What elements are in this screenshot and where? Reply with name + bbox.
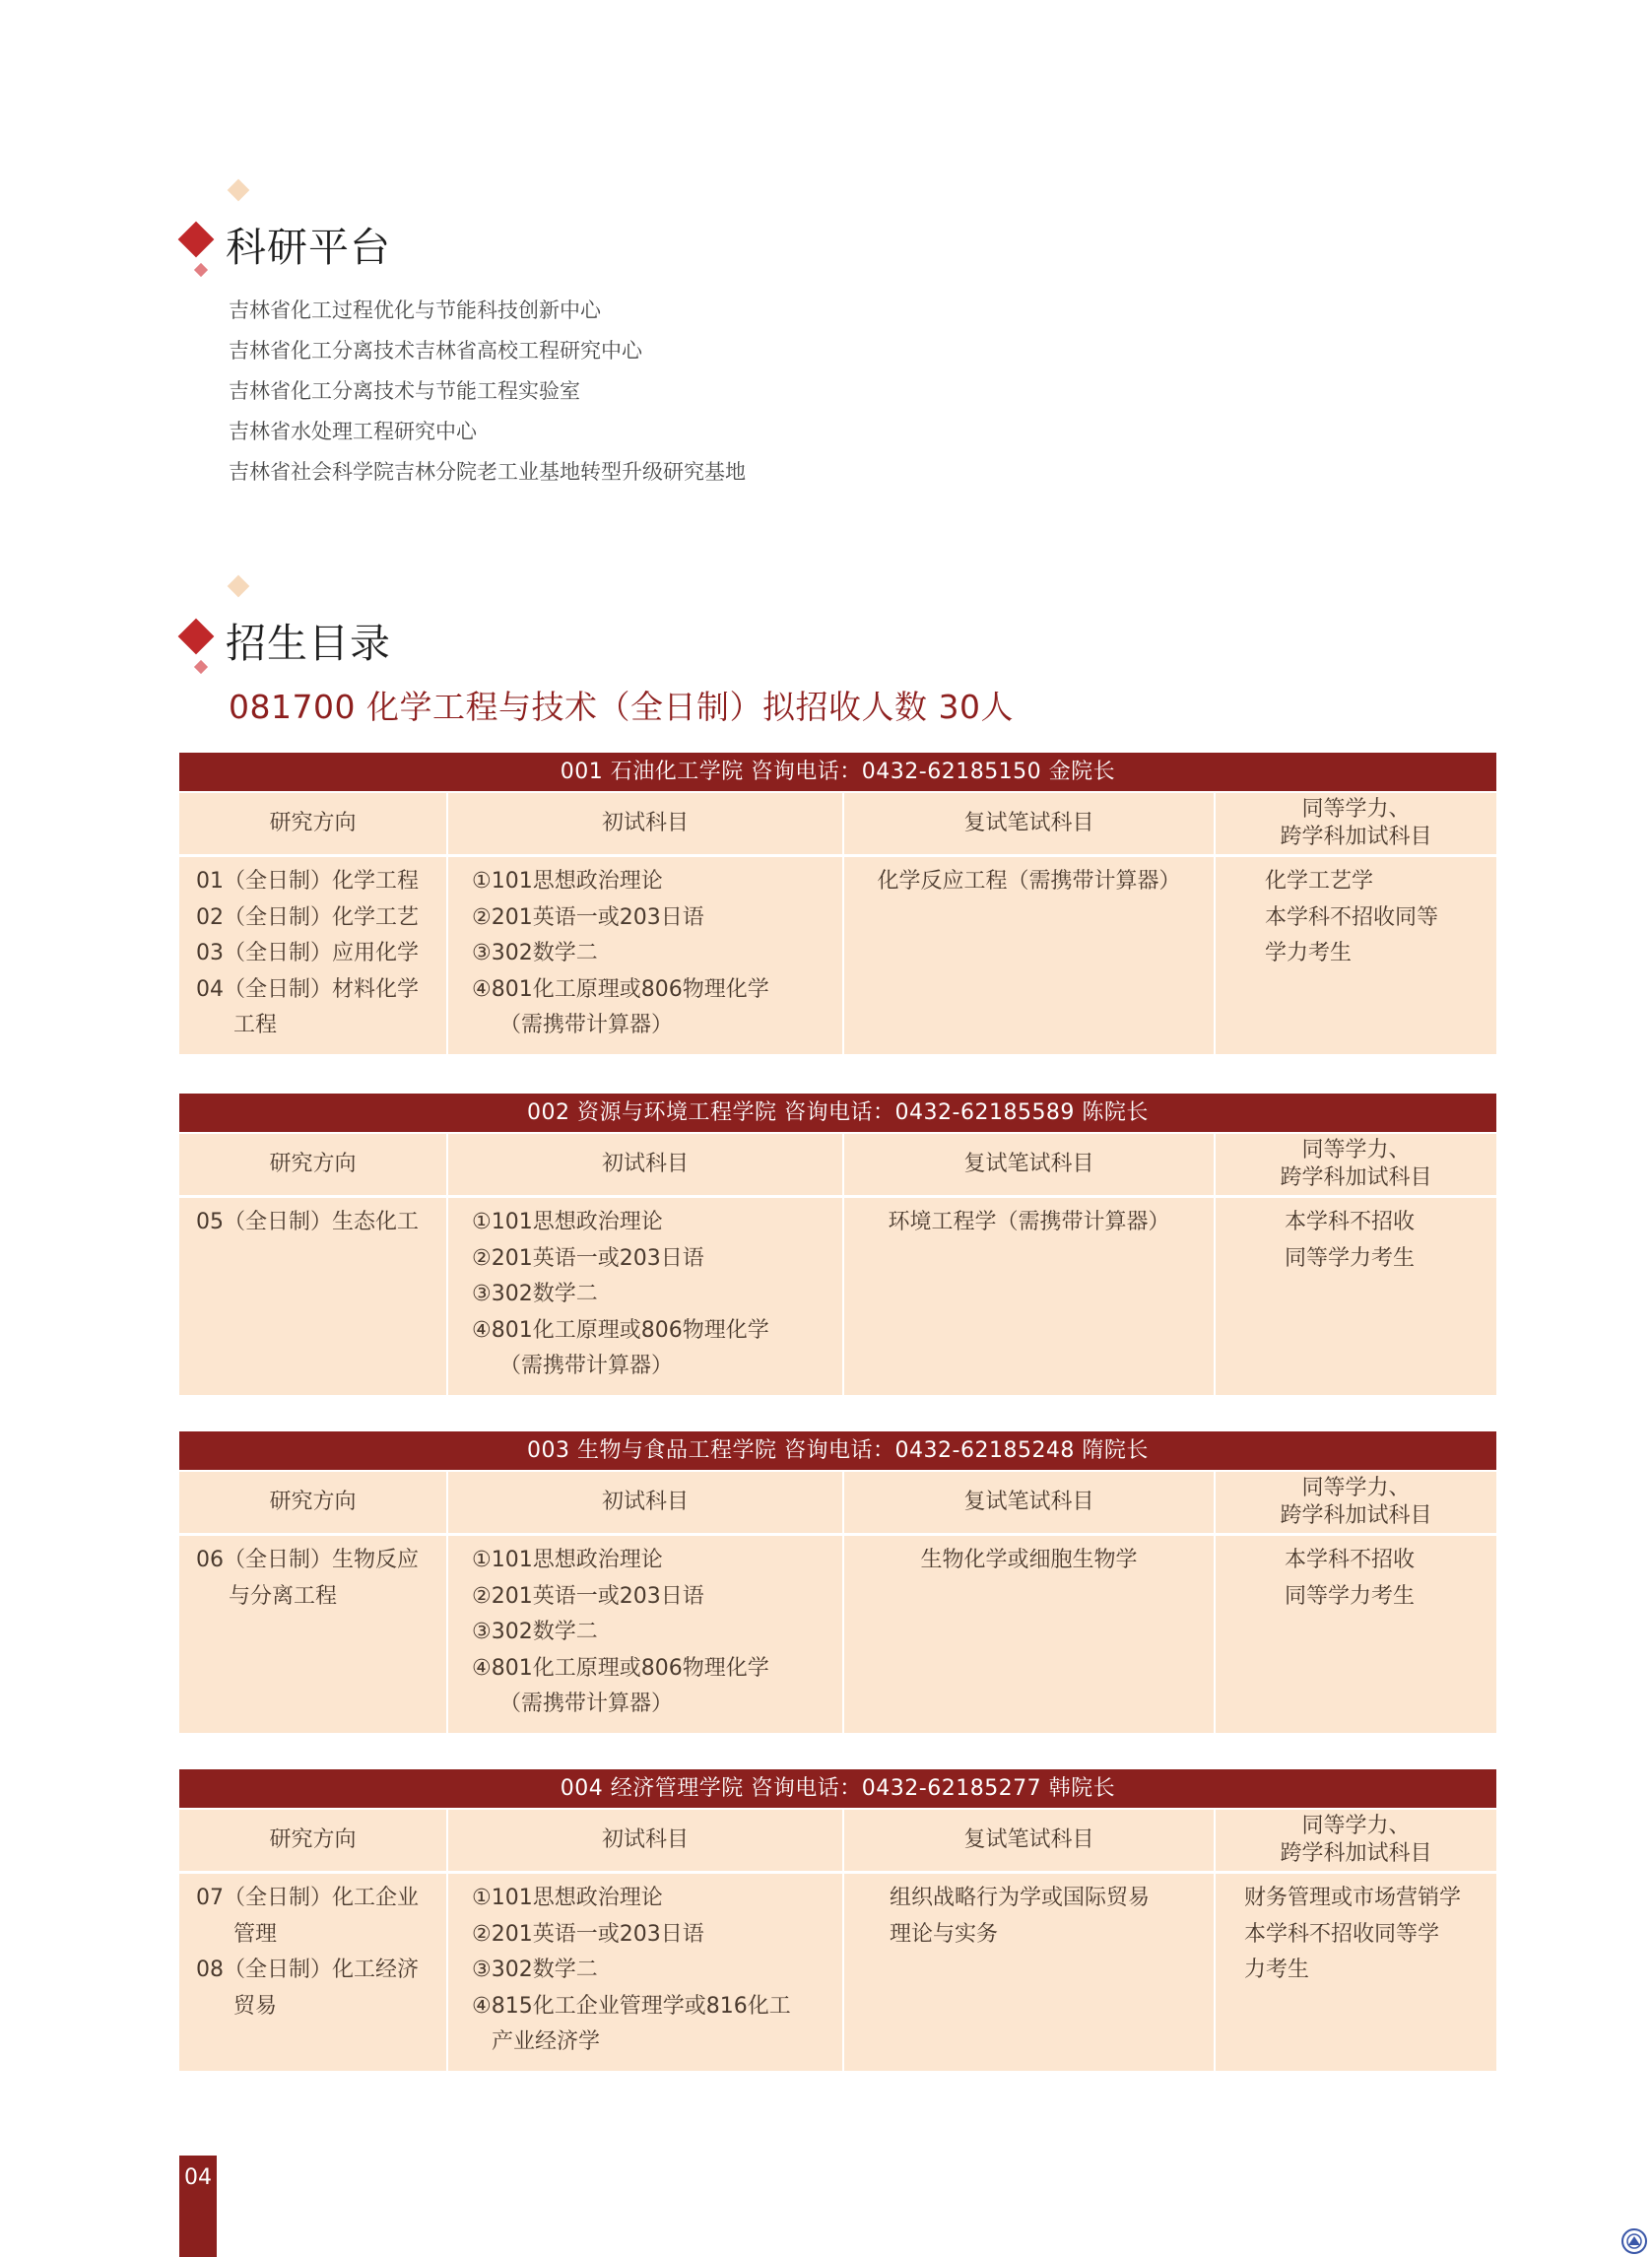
subject-line: ①101思想政治理论 bbox=[472, 1886, 663, 1910]
direction-line: 贸易 bbox=[233, 1993, 278, 2019]
header-initial: 初试科目 bbox=[448, 1134, 842, 1195]
retest-line: 环境工程学（需携带计算器） bbox=[888, 1210, 1170, 1234]
header-retest: 复试笔试科目 bbox=[844, 1810, 1214, 1871]
cell-directions bbox=[179, 1536, 446, 1733]
direction-line: 管理 bbox=[233, 1921, 278, 1947]
college-header: 001 石油化工学院 咨询电话：0432-62185150 金院长 bbox=[179, 753, 1496, 791]
cell-initial-subjects bbox=[448, 1874, 842, 2071]
retest-line: 理论与实务 bbox=[890, 1921, 999, 1947]
college-table-001 bbox=[179, 753, 1496, 1054]
direction-line: 与分离工程 bbox=[229, 1583, 338, 1609]
header-direction: 研究方向 bbox=[179, 793, 446, 854]
extra-line: 本学科不招收 bbox=[1285, 1210, 1416, 1234]
header-extra bbox=[1216, 793, 1496, 854]
direction-line: 01（全日制）化学工程 bbox=[196, 869, 419, 894]
program-heading: 081700 化学工程与技术（全日制）拟招收人数 30人 bbox=[229, 688, 1014, 726]
subject-line: ①101思想政治理论 bbox=[472, 869, 663, 894]
cell-directions bbox=[179, 1874, 446, 2071]
cell-initial-subjects bbox=[448, 857, 842, 1054]
subject-line: ②201英语一或203日语 bbox=[472, 1583, 704, 1609]
cell-retest bbox=[844, 1536, 1214, 1733]
college-header: 002 资源与环境工程学院 咨询电话：0432-62185589 陈院长 bbox=[179, 1094, 1496, 1132]
header-extra-line: 跨学科加试科目 bbox=[1280, 1841, 1432, 1866]
decor-diamond-light bbox=[228, 179, 250, 202]
extra-line: 同等学力考生 bbox=[1285, 1245, 1416, 1271]
header-extra-line: 跨学科加试科目 bbox=[1280, 1165, 1432, 1190]
cell-directions bbox=[179, 1198, 446, 1395]
retest-line: 组织战略行为学或国际贸易 bbox=[890, 1886, 1151, 1910]
college-table-002 bbox=[179, 1094, 1496, 1395]
direction-line: 07（全日制）化工企业 bbox=[196, 1886, 419, 1910]
list-item: 吉林省水处理工程研究中心 bbox=[229, 420, 477, 443]
subject-line: ④801化工原理或806物理化学 bbox=[472, 976, 769, 1002]
extra-line: 同等学力考生 bbox=[1285, 1583, 1416, 1609]
subject-line: （需携带计算器） bbox=[499, 1692, 674, 1716]
header-extra-line: 跨学科加试科目 bbox=[1280, 825, 1432, 849]
cell-extra bbox=[1216, 857, 1496, 1054]
direction-line: 工程 bbox=[233, 1013, 278, 1037]
header-retest: 复试笔试科目 bbox=[844, 1472, 1214, 1533]
college-table-004 bbox=[179, 1769, 1496, 2071]
research-title: 科研平台 bbox=[226, 224, 391, 271]
subject-line: 产业经济学 bbox=[492, 2029, 601, 2054]
subject-line: ③302数学二 bbox=[472, 941, 598, 965]
extra-line: 本学科不招收同等 bbox=[1265, 904, 1439, 930]
decor-diamond-pink bbox=[194, 263, 208, 277]
subject-line: ④801化工原理或806物理化学 bbox=[472, 1655, 769, 1681]
header-direction: 研究方向 bbox=[179, 1810, 446, 1871]
cell-directions bbox=[179, 857, 446, 1054]
header-extra bbox=[1216, 1134, 1496, 1195]
cell-retest bbox=[844, 1198, 1214, 1395]
cell-initial-subjects bbox=[448, 1198, 842, 1395]
cell-initial-subjects bbox=[448, 1536, 842, 1733]
cell-extra bbox=[1216, 1536, 1496, 1733]
subject-line: ②201英语一或203日语 bbox=[472, 904, 704, 930]
direction-line: 08（全日制）化工经济 bbox=[196, 1958, 419, 1982]
direction-line: 06（全日制）生物反应 bbox=[196, 1548, 419, 1572]
cell-retest bbox=[844, 1874, 1214, 2071]
page-number: 04 bbox=[179, 2156, 217, 2257]
subject-line: ③302数学二 bbox=[472, 1282, 598, 1306]
retest-line: 化学反应工程（需携带计算器） bbox=[877, 869, 1181, 894]
direction-line: 05（全日制）生态化工 bbox=[196, 1210, 419, 1234]
decor-diamond-light bbox=[228, 575, 250, 598]
direction-line: 03（全日制）应用化学 bbox=[196, 941, 419, 965]
cell-extra bbox=[1216, 1874, 1496, 2071]
cell-retest bbox=[844, 857, 1214, 1054]
subject-line: （需携带计算器） bbox=[499, 1354, 674, 1378]
subject-line: ④801化工原理或806物理化学 bbox=[472, 1317, 769, 1343]
header-extra-line: 同等学力、 bbox=[1301, 797, 1411, 822]
header-extra bbox=[1216, 1472, 1496, 1533]
subject-line: ③302数学二 bbox=[472, 1620, 598, 1644]
subject-line: ④815化工企业管理学或816化工 bbox=[472, 1993, 791, 2019]
header-extra-line: 同等学力、 bbox=[1301, 1814, 1411, 1838]
header-retest: 复试笔试科目 bbox=[844, 793, 1214, 854]
decor-diamond-pink bbox=[194, 660, 208, 674]
catalog-title: 招生目录 bbox=[226, 620, 391, 667]
university-emblem-icon bbox=[1621, 2228, 1647, 2254]
header-direction: 研究方向 bbox=[179, 1134, 446, 1195]
list-item: 吉林省化工分离技术吉林省高校工程研究中心 bbox=[229, 339, 642, 363]
extra-line: 学力考生 bbox=[1265, 941, 1353, 965]
college-header: 003 生物与食品工程学院 咨询电话：0432-62185248 隋院长 bbox=[179, 1431, 1496, 1470]
cell-extra bbox=[1216, 1198, 1496, 1395]
header-initial: 初试科目 bbox=[448, 793, 842, 854]
list-item: 吉林省化工分离技术与节能工程实验室 bbox=[229, 379, 580, 403]
extra-line: 本学科不招收 bbox=[1285, 1548, 1416, 1572]
header-initial: 初试科目 bbox=[448, 1810, 842, 1871]
retest-line: 生物化学或细胞生物学 bbox=[920, 1548, 1138, 1572]
research-platform-list bbox=[229, 291, 746, 493]
subject-line: ①101思想政治理论 bbox=[472, 1210, 663, 1234]
direction-line: 04（全日制）材料化学 bbox=[196, 976, 419, 1002]
header-extra-line: 同等学力、 bbox=[1301, 1138, 1411, 1162]
decor-diamond-red bbox=[178, 619, 215, 655]
header-extra-line: 同等学力、 bbox=[1301, 1476, 1411, 1500]
subject-line: （需携带计算器） bbox=[499, 1013, 674, 1037]
direction-line: 02（全日制）化学工艺 bbox=[196, 904, 419, 930]
college-table-003 bbox=[179, 1431, 1496, 1733]
extra-line: 化学工艺学 bbox=[1265, 869, 1374, 894]
subject-line: ②201英语一或203日语 bbox=[472, 1245, 704, 1271]
college-header: 004 经济管理学院 咨询电话：0432-62185277 韩院长 bbox=[179, 1769, 1496, 1808]
extra-line: 本学科不招收同等学 bbox=[1244, 1921, 1440, 1947]
extra-line: 力考生 bbox=[1244, 1958, 1310, 1982]
header-retest: 复试笔试科目 bbox=[844, 1134, 1214, 1195]
header-initial: 初试科目 bbox=[448, 1472, 842, 1533]
header-extra bbox=[1216, 1810, 1496, 1871]
header-direction: 研究方向 bbox=[179, 1472, 446, 1533]
decor-diamond-red bbox=[178, 222, 215, 258]
list-item: 吉林省社会科学院吉林分院老工业基地转型升级研究基地 bbox=[229, 460, 746, 484]
subject-line: ②201英语一或203日语 bbox=[472, 1921, 704, 1947]
list-item: 吉林省化工过程优化与节能科技创新中心 bbox=[229, 299, 601, 322]
subject-line: ③302数学二 bbox=[472, 1958, 598, 1982]
header-extra-line: 跨学科加试科目 bbox=[1280, 1503, 1432, 1528]
extra-line: 财务管理或市场营销学 bbox=[1244, 1886, 1462, 1910]
subject-line: ①101思想政治理论 bbox=[472, 1548, 663, 1572]
